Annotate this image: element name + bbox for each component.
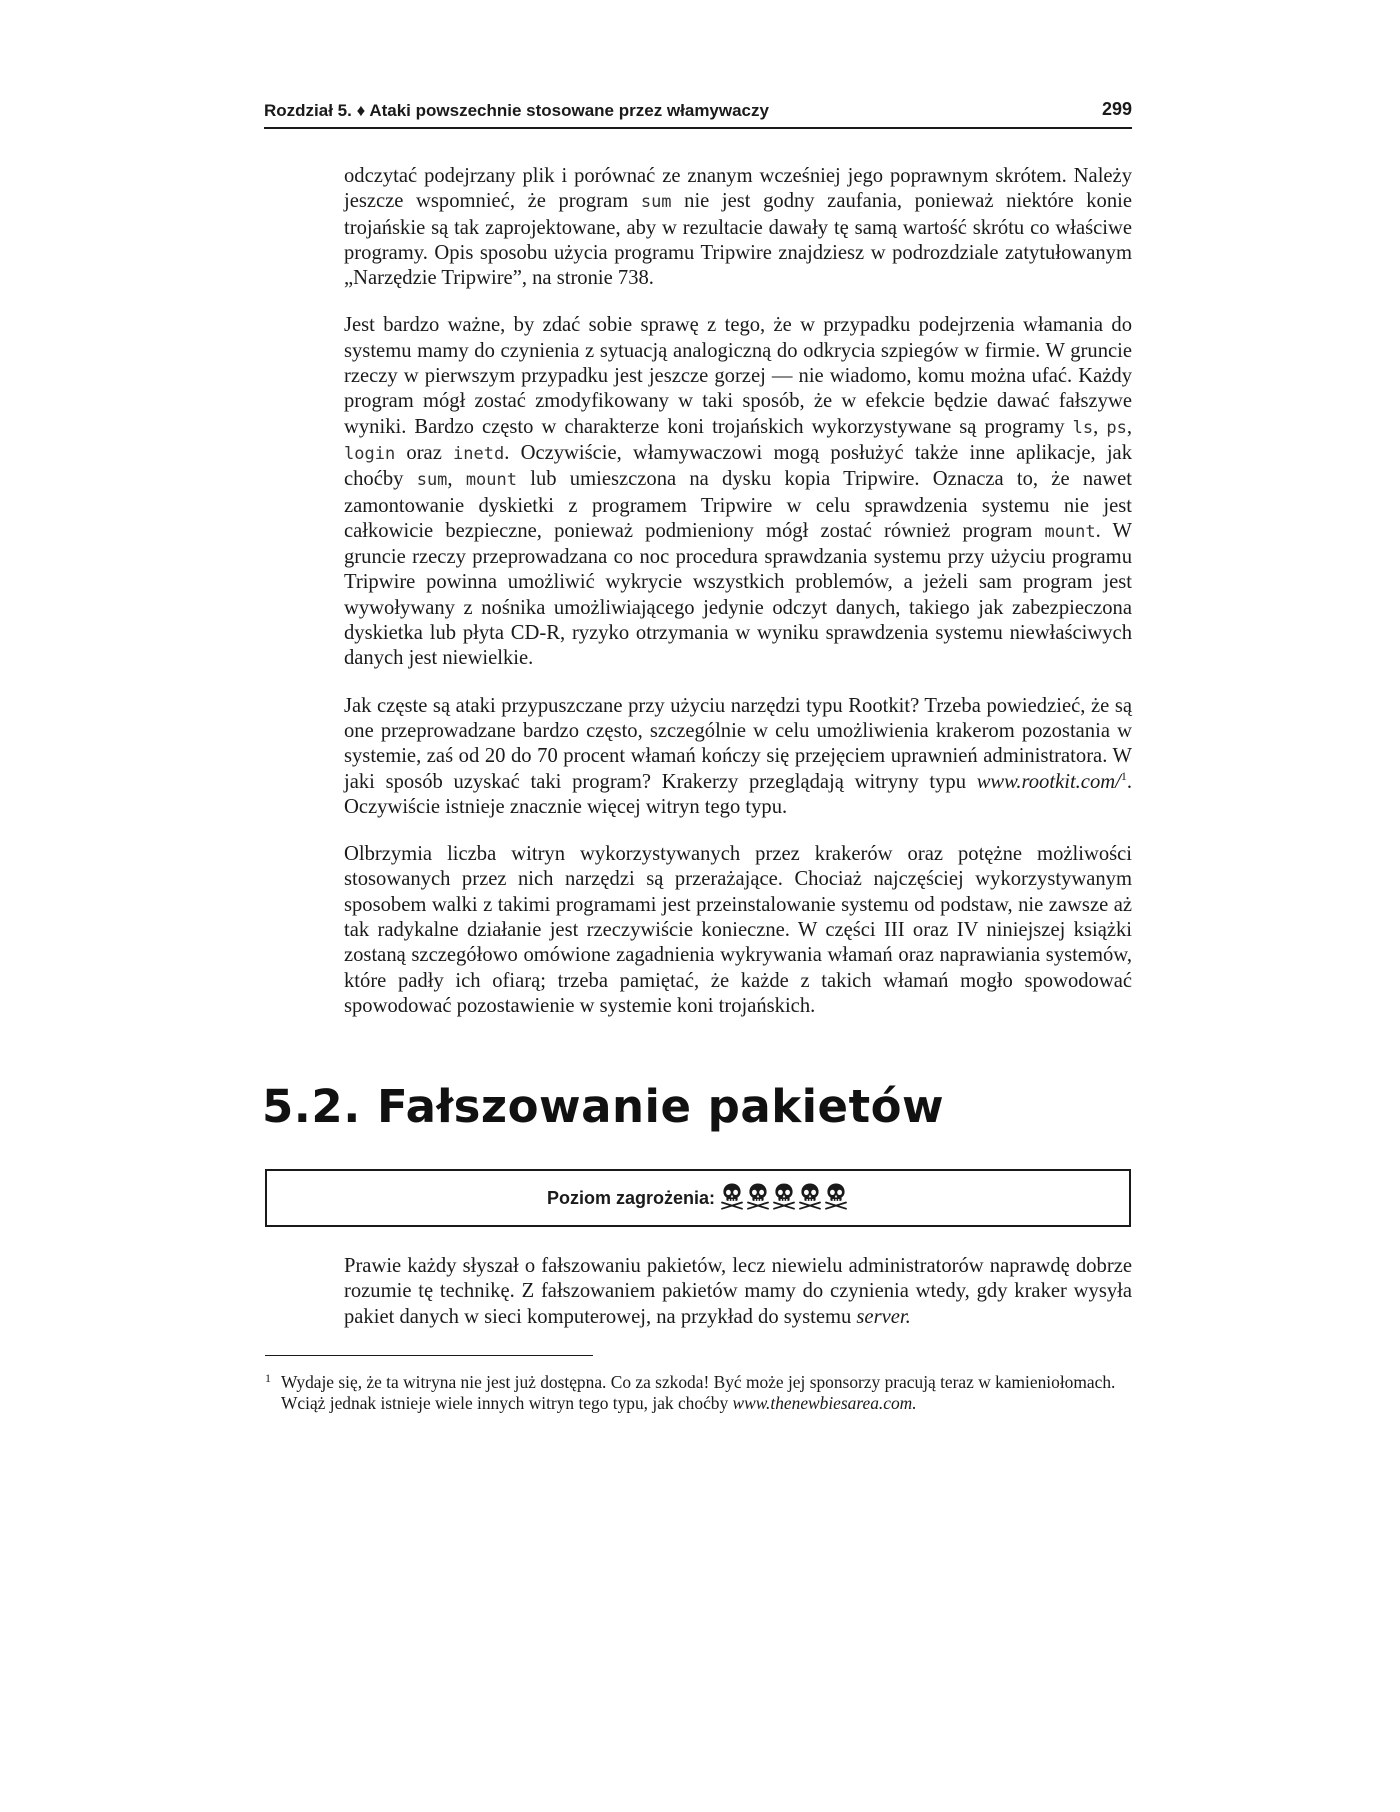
code-login: login: [344, 443, 396, 464]
section-heading: 5.2. Fałszowanie pakietów: [262, 1080, 945, 1133]
text-run: odczytać podejrzany plik i porównać ze znanym wcześniej jego poprawnym skrótem. Należy jeszcze wspomnieć, że program: [344, 165, 1132, 213]
code-inetd: inetd: [453, 443, 505, 464]
paragraph-2: [344, 313, 1132, 671]
code-mount: mount: [1044, 521, 1096, 542]
code-mount: mount: [465, 470, 517, 491]
footnote-ref[interactable]: 1: [1120, 768, 1127, 783]
text-run: ,: [447, 468, 466, 491]
skull-crossbones-icon: [798, 1182, 822, 1210]
skull-crossbones-icon: [746, 1182, 770, 1210]
text-run: oraz: [395, 441, 454, 464]
paragraph-3: [344, 694, 1132, 820]
section-text: [344, 1254, 1132, 1352]
threat-rating: [719, 1182, 849, 1215]
text-run: ,: [1126, 415, 1133, 438]
text-run: . Oczywiście, włamywaczowi mogą posłużyć także inne aplikacje, jak choćby: [344, 441, 1132, 491]
paragraph-1: [344, 164, 1132, 291]
text-run: . Oczywiście istnieje znacznie więcej witryn tego typu.: [344, 770, 1132, 818]
text-run: lub umieszczona na dysku kopia Tripwire. Oznacza to, że nawet zamontowanie dyskietki z programem Tripwire w celu sprawdzenia systemu nie jest całkowicie bezpieczne, ponieważ podmieniony mógł zostać również program: [344, 468, 1132, 542]
newbies-link[interactable]: www.thenewbiesarea.com.: [732, 1393, 917, 1413]
threat-label: Poziom zagrożenia:: [546, 1187, 716, 1208]
text-run: Prawie każdy słyszał o fałszowaniu pakietów, lecz niewielu administratorów naprawdę dobrze rozumie tę technikę. Z fałszowaniem pakietów mamy do czynienia wtedy, gdy kraker wysyła pakiet danych w sieci komputerowej, na przykład do systemu: [344, 1255, 1132, 1328]
page-number: 299: [1101, 99, 1132, 119]
chapter-title: Rozdział 5. ♦ Ataki powszechnie stosowane przez włamywaczy: [264, 101, 769, 120]
footnote-number: 1: [265, 1371, 271, 1385]
section-paragraph-1: [344, 1254, 1132, 1330]
italic-term: server.: [856, 1305, 911, 1328]
text-run: nie jest godny zaufania, ponieważ niektóre konie trojańskie są tak zaprojektowane, aby w rezultacie dawały tę samą wartość skrótu co właściwe programy. Opis sposobu użycia programu Tripwire znajdziesz w podrozdziale zatytułowanym „Narzędzie Tripwire”, na stronie 738.: [344, 190, 1132, 290]
footnote: [265, 1372, 1125, 1414]
code-ls: ls: [1072, 417, 1094, 438]
text-run: . W gruncie rzeczy przeprowadzana co noc procedura sprawdzania systemu przy użyciu programu Tripwire powinna umożliwić wykrycie wszystkich problemów, a jeżeli sam program jest wywoływany z nośnika umożliwiającego jedynie odczyt danych, takiego jak zabezpieczona dyskietka lub płyta CD-R, ryzyko otrzymania w wyniku sprawdzenia systemu niewłaściwych danych jest niewielkie.: [344, 519, 1132, 670]
footnote-divider: [265, 1355, 593, 1356]
skull-crossbones-icon: [720, 1182, 744, 1210]
main-text: [344, 164, 1132, 1041]
text-run: Jak częste są ataki przypuszczane przy użyciu narzędzi typu Rootkit? Trzeba powiedzieć, że są one przeprowadzane bardzo często, szczególnie w celu umożliwienia krakerom pozostania w systemie, zaś od 20 do 70 procent włamań kończy się przejęciem uprawnień administratora. W jaki sposób uzyskać taki program? Krakerzy przeglądają witryny typu: [344, 694, 1132, 793]
code-sum: sum: [640, 192, 672, 213]
text-run: Olbrzymia liczba witryn wykorzystywanych przez krakerów oraz potężne możliwości stosowanych przez nich narzędzi są przerażające. Chociaż najczęściej wykorzystywanym sposobem walki z takimi programami jest przeinstalowanie systemu od podstaw, nie zawsze aż tak radykalne działanie jest rzeczywiście konieczne. W części III oraz IV niniejszej książki zostaną szczegółowo omówione zagadnienia wykrywania włamań oraz naprawiania systemów, które padły ich ofiarą; trzeba pamiętać, że każde z takich włamań mogło spowodować spowodować pozostawienie w systemie koni trojańskich.: [344, 843, 1132, 1017]
code-sum: sum: [416, 470, 448, 491]
running-header: [264, 99, 1132, 129]
code-ps: ps: [1106, 417, 1127, 438]
threat-level-box: [265, 1169, 1131, 1227]
text-run: Wydaje się, że ta witryna nie jest już dostępna. Co za szkoda! Być może jej sponsorzy pracują teraz w kamieniołomach. Wciąż jednak istnieje wiele innych witryn tego typu, jak choćby: [281, 1372, 1116, 1413]
text-run: ,: [1093, 415, 1107, 438]
rootkit-link[interactable]: www.rootkit.com/: [976, 770, 1121, 793]
skull-crossbones-icon: [772, 1182, 796, 1210]
footnote-text: [281, 1372, 1125, 1414]
paragraph-4: [344, 842, 1132, 1019]
text-run: Jest bardzo ważne, by zdać sobie sprawę z tego, że w przypadku podejrzenia włamania do systemu mamy do czynienia z sytuacją analogiczną do odkrycia szpiegów w firmie. W gruncie rzeczy w pierwszym przypadku jest jeszcze gorzej — nie wiadomo, komu można ufać. Każdy program mógł zostać zmodyfikowany w taki sposób, że w efekcie będzie dawać fałszywe wyniki. Bardzo często w charakterze koni trojańskich wykorzystywane są programy: [344, 314, 1132, 438]
skull-crossbones-icon: [824, 1182, 848, 1210]
